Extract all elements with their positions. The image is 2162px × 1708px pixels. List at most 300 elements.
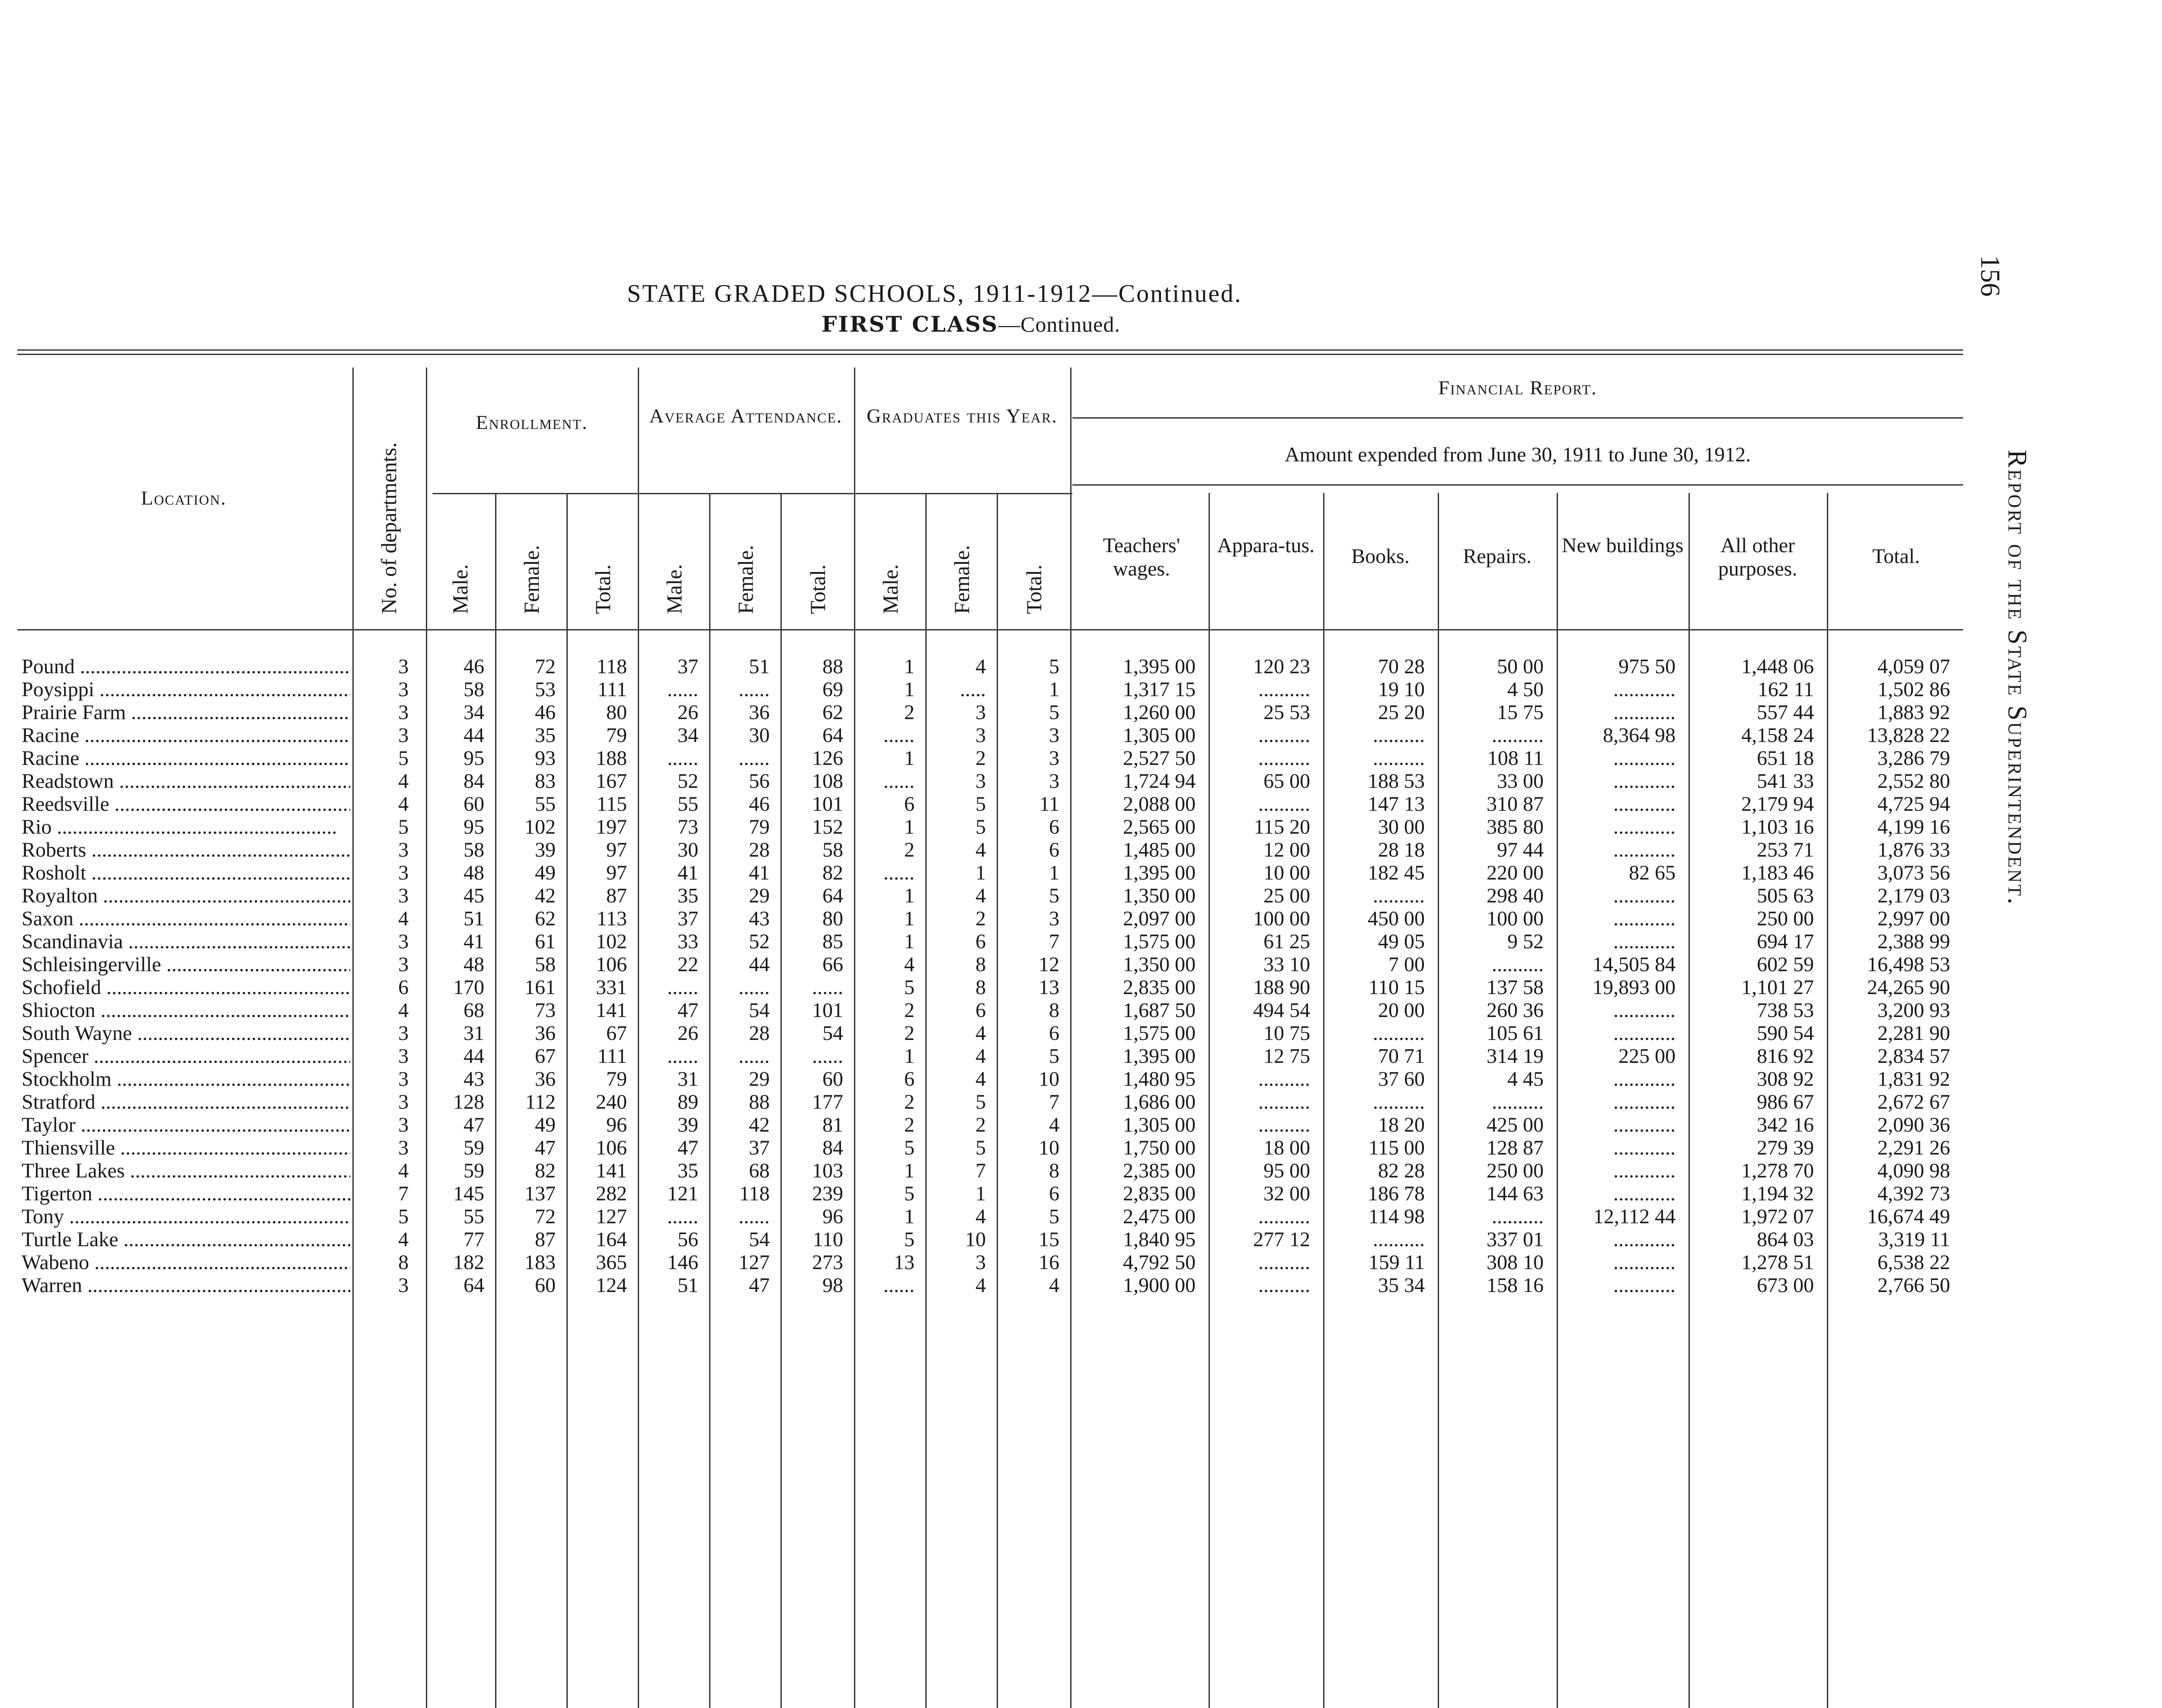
cell-af: 46 bbox=[749, 793, 770, 816]
cell-ap: 61 25 bbox=[1263, 930, 1310, 953]
cell-at: 152 bbox=[812, 816, 843, 838]
cell-dept: 3 bbox=[398, 1091, 409, 1113]
cell-bk: 28 18 bbox=[1378, 838, 1425, 861]
cell-ef: 60 bbox=[535, 1274, 556, 1297]
cell-rp: 15 75 bbox=[1497, 701, 1544, 724]
cell-gm: 13 bbox=[894, 1251, 915, 1274]
table-row bbox=[17, 1068, 1963, 1091]
cell-gf: 1 bbox=[975, 1182, 986, 1205]
cell-ef: 49 bbox=[535, 1113, 556, 1136]
cell-gf: 5 bbox=[975, 1136, 986, 1159]
cell-ap: .......... bbox=[1258, 678, 1310, 701]
cell-location: Schofield ..... bbox=[22, 976, 350, 999]
header-grad-total: Total. bbox=[1022, 564, 1046, 614]
cell-em: 47 bbox=[464, 1113, 484, 1136]
cell-em: 59 bbox=[464, 1136, 484, 1159]
cell-af: 52 bbox=[749, 930, 770, 953]
cell-af: 47 bbox=[749, 1274, 770, 1297]
cell-location: Scandinavia ..... bbox=[22, 930, 350, 953]
cell-af: ...... bbox=[739, 747, 770, 770]
cell-gf: 4 bbox=[975, 1205, 986, 1228]
table-row bbox=[17, 976, 1963, 999]
cell-ao: 694 17 bbox=[1757, 930, 1814, 953]
header-departments: No. of departments. bbox=[377, 442, 401, 614]
cell-dept: 3 bbox=[398, 1113, 409, 1136]
cell-nb: ............ bbox=[1613, 747, 1676, 770]
cell-nb: ............ bbox=[1613, 1274, 1676, 1297]
cell-tw: 1,575 00 bbox=[1123, 1022, 1196, 1045]
cell-am: ...... bbox=[667, 747, 698, 770]
cell-gm: 1 bbox=[904, 655, 915, 678]
cell-gm: ...... bbox=[883, 861, 915, 884]
cell-at: 60 bbox=[822, 1068, 843, 1091]
table-row bbox=[17, 1091, 1963, 1113]
cell-ao: 162 11 bbox=[1757, 678, 1814, 701]
cell-location: Schleisingerville ..... bbox=[22, 953, 350, 976]
cell-dept: 3 bbox=[398, 884, 409, 907]
cell-af: 44 bbox=[749, 953, 770, 976]
cell-em: 95 bbox=[464, 747, 484, 770]
cell-gm: 1 bbox=[904, 816, 915, 838]
cell-af: 88 bbox=[749, 1091, 770, 1113]
cell-tw: 1,485 00 bbox=[1123, 838, 1196, 861]
cell-bk: .......... bbox=[1373, 1228, 1425, 1251]
cell-am: 73 bbox=[678, 816, 698, 838]
cell-location: Three Lakes ..... bbox=[22, 1159, 350, 1182]
cell-gt: 5 bbox=[1049, 884, 1059, 907]
cell-nb: ............ bbox=[1613, 701, 1676, 724]
cell-ao: 1,972 07 bbox=[1741, 1205, 1814, 1228]
cell-at: 88 bbox=[822, 655, 843, 678]
cell-at: 64 bbox=[822, 884, 843, 907]
cell-et: 282 bbox=[596, 1182, 627, 1205]
cell-location: Warren ..... bbox=[22, 1274, 350, 1297]
cell-gt: 8 bbox=[1049, 1159, 1059, 1182]
cell-tw: 1,305 00 bbox=[1123, 724, 1196, 747]
cell-location: Racine ..... bbox=[22, 724, 350, 747]
cell-ef: 36 bbox=[535, 1022, 556, 1045]
cell-ao: 279 39 bbox=[1757, 1136, 1814, 1159]
cell-at: 84 bbox=[822, 1136, 843, 1159]
cell-nb: ............ bbox=[1613, 1091, 1676, 1113]
cell-dept: 3 bbox=[398, 1274, 409, 1297]
cell-gm: 1 bbox=[904, 1045, 915, 1068]
cell-at: 62 bbox=[822, 701, 843, 724]
cell-gm: 5 bbox=[904, 1182, 915, 1205]
cell-nb: ............ bbox=[1613, 907, 1676, 930]
table-row bbox=[17, 1182, 1963, 1205]
cell-tw: 1,260 00 bbox=[1123, 701, 1196, 724]
table-row bbox=[17, 1113, 1963, 1136]
table-row bbox=[17, 953, 1963, 976]
cell-nb: ............ bbox=[1613, 816, 1676, 838]
cell-ao: 1,194 32 bbox=[1741, 1182, 1814, 1205]
cell-ao: 253 71 bbox=[1757, 838, 1814, 861]
cell-et: 188 bbox=[596, 747, 627, 770]
cell-gm: 5 bbox=[904, 1228, 915, 1251]
cell-rp: 385 80 bbox=[1487, 816, 1544, 838]
cell-tot: 3,286 79 bbox=[1877, 747, 1950, 770]
cell-nb: ............ bbox=[1613, 678, 1676, 701]
cell-et: 141 bbox=[596, 999, 627, 1022]
cell-ap: 10 00 bbox=[1263, 861, 1310, 884]
cell-at: 103 bbox=[812, 1159, 843, 1182]
cell-at: 58 bbox=[822, 838, 843, 861]
cell-tw: 1,900 00 bbox=[1123, 1274, 1196, 1297]
cell-gm: 2 bbox=[904, 1022, 915, 1045]
cell-gf: 6 bbox=[975, 930, 986, 953]
cell-tw: 2,088 00 bbox=[1123, 793, 1196, 816]
cell-af: 41 bbox=[749, 861, 770, 884]
cell-gm: ...... bbox=[883, 724, 915, 747]
cell-dept: 4 bbox=[398, 907, 409, 930]
cell-nb: ............ bbox=[1613, 1251, 1676, 1274]
cell-em: 34 bbox=[464, 701, 484, 724]
header-enroll-total: Total. bbox=[591, 564, 615, 614]
cell-af: 29 bbox=[749, 884, 770, 907]
cell-am: 26 bbox=[678, 701, 698, 724]
cell-am: 47 bbox=[678, 999, 698, 1022]
cell-ao: 308 92 bbox=[1757, 1068, 1814, 1091]
cell-ap: 18 00 bbox=[1263, 1136, 1310, 1159]
cell-ap: 12 00 bbox=[1263, 838, 1310, 861]
cell-nb: ............ bbox=[1613, 1182, 1676, 1205]
cell-em: 77 bbox=[464, 1228, 484, 1251]
cell-ao: 673 00 bbox=[1757, 1274, 1814, 1297]
cell-ef: 42 bbox=[535, 884, 556, 907]
cell-location: Spencer ..... bbox=[22, 1045, 350, 1068]
cell-tw: 1,395 00 bbox=[1123, 655, 1196, 678]
cell-am: ...... bbox=[667, 1045, 698, 1068]
cell-ap: 12 75 bbox=[1263, 1045, 1310, 1068]
table-row bbox=[17, 701, 1963, 724]
table-row bbox=[17, 747, 1963, 770]
cell-location: Prairie Farm ..... bbox=[22, 701, 350, 724]
cell-location: Thiensville ..... bbox=[22, 1136, 350, 1159]
cell-gm: 2 bbox=[904, 701, 915, 724]
cell-bk: 115 00 bbox=[1368, 1136, 1425, 1159]
cell-rp: 158 16 bbox=[1487, 1274, 1544, 1297]
cell-et: 113 bbox=[596, 907, 627, 930]
cell-tot: 2,179 03 bbox=[1877, 884, 1950, 907]
cell-ef: 183 bbox=[525, 1251, 556, 1274]
cell-dept: 3 bbox=[398, 1045, 409, 1068]
cell-gt: 1 bbox=[1049, 861, 1059, 884]
cell-ap: .......... bbox=[1258, 1205, 1310, 1228]
header-grad-female: Female. bbox=[950, 545, 974, 614]
header-attend-male: Male. bbox=[662, 564, 686, 614]
cell-nb: ............ bbox=[1613, 1022, 1676, 1045]
cell-ao: 250 00 bbox=[1757, 907, 1814, 930]
cell-gm: 5 bbox=[904, 976, 915, 999]
cell-am: 35 bbox=[678, 884, 698, 907]
cell-gf: 3 bbox=[975, 701, 986, 724]
cell-rp: 144 63 bbox=[1487, 1182, 1544, 1205]
cell-rp: 250 00 bbox=[1487, 1159, 1544, 1182]
cell-bk: .......... bbox=[1373, 1091, 1425, 1113]
cell-rp: 97 44 bbox=[1497, 838, 1544, 861]
cell-bk: .......... bbox=[1373, 884, 1425, 907]
table-row bbox=[17, 816, 1963, 838]
subtitle-class: FIRST CLASS bbox=[822, 311, 999, 337]
cell-gm: 6 bbox=[904, 793, 915, 816]
table-row bbox=[17, 861, 1963, 884]
cell-at: ...... bbox=[812, 1045, 843, 1068]
cell-gm: 2 bbox=[904, 1113, 915, 1136]
cell-ef: 61 bbox=[535, 930, 556, 953]
cell-ao: 557 44 bbox=[1757, 701, 1814, 724]
cell-location: Rosholt ..... bbox=[22, 861, 350, 884]
cell-tw: 2,835 00 bbox=[1123, 1182, 1196, 1205]
cell-gm: 6 bbox=[904, 1068, 915, 1091]
cell-gt: 4 bbox=[1049, 1274, 1059, 1297]
cell-em: 59 bbox=[464, 1159, 484, 1182]
cell-tw: 1,350 00 bbox=[1123, 884, 1196, 907]
cell-tot: 2,552 80 bbox=[1877, 770, 1950, 793]
cell-at: 81 bbox=[822, 1113, 843, 1136]
header-fin-total: Total. bbox=[1872, 545, 1920, 568]
cell-gf: 5 bbox=[975, 1091, 986, 1113]
cell-af: 28 bbox=[749, 1022, 770, 1045]
cell-gt: 6 bbox=[1049, 1022, 1059, 1045]
cell-em: 60 bbox=[464, 793, 484, 816]
cell-at: 54 bbox=[822, 1022, 843, 1045]
cell-af: 68 bbox=[749, 1159, 770, 1182]
cell-location: Racine ..... bbox=[22, 747, 350, 770]
cell-ef: 73 bbox=[535, 999, 556, 1022]
cell-ap: 33 10 bbox=[1263, 953, 1310, 976]
cell-af: 43 bbox=[749, 907, 770, 930]
table-row bbox=[17, 793, 1963, 816]
cell-ao: 342 16 bbox=[1757, 1113, 1814, 1136]
cell-gt: 5 bbox=[1049, 655, 1059, 678]
cell-ao: 4,158 24 bbox=[1741, 724, 1814, 747]
cell-gf: 3 bbox=[975, 770, 986, 793]
cell-gm: 5 bbox=[904, 1136, 915, 1159]
header-repairs: Repairs. bbox=[1463, 545, 1532, 568]
cell-gf: 7 bbox=[975, 1159, 986, 1182]
cell-gm: ...... bbox=[883, 1274, 915, 1297]
cell-af: 54 bbox=[749, 999, 770, 1022]
cell-gm: 1 bbox=[904, 930, 915, 953]
financial-rule bbox=[1072, 417, 1963, 419]
cell-at: 126 bbox=[812, 747, 843, 770]
header-average-attendance: Average Attendance. bbox=[649, 405, 843, 427]
cell-nb: 82 65 bbox=[1629, 861, 1676, 884]
cell-ef: 112 bbox=[525, 1091, 556, 1113]
table-row bbox=[17, 1045, 1963, 1068]
cell-am: 41 bbox=[678, 861, 698, 884]
cell-location: Rio ..... bbox=[22, 816, 350, 838]
cell-gm: 2 bbox=[904, 1091, 915, 1113]
cell-et: 111 bbox=[597, 1045, 627, 1068]
cell-tot: 2,834 57 bbox=[1877, 1045, 1950, 1068]
cell-gt: 5 bbox=[1049, 1205, 1059, 1228]
cell-gt: 1 bbox=[1049, 678, 1059, 701]
table-row bbox=[17, 678, 1963, 701]
cell-gt: 3 bbox=[1049, 724, 1059, 747]
cell-dept: 3 bbox=[398, 1068, 409, 1091]
amount-rule bbox=[1072, 484, 1963, 486]
cell-gf: 4 bbox=[975, 1274, 986, 1297]
cell-tot: 4,199 16 bbox=[1877, 816, 1950, 838]
cell-dept: 4 bbox=[398, 1159, 409, 1182]
cell-dept: 5 bbox=[398, 1205, 409, 1228]
cell-em: 44 bbox=[464, 724, 484, 747]
cell-dept: 5 bbox=[398, 747, 409, 770]
cell-et: 115 bbox=[596, 793, 627, 816]
cell-gf: 6 bbox=[975, 999, 986, 1022]
cell-at: 96 bbox=[822, 1205, 843, 1228]
cell-tot: 3,319 11 bbox=[1878, 1228, 1950, 1251]
cell-af: ...... bbox=[739, 678, 770, 701]
cell-rp: 298 40 bbox=[1487, 884, 1544, 907]
cell-ap: 188 90 bbox=[1253, 976, 1310, 999]
cell-tw: 1,575 00 bbox=[1123, 930, 1196, 953]
header-books: Books. bbox=[1351, 545, 1410, 568]
cell-et: 97 bbox=[606, 861, 627, 884]
cell-bk: 19 10 bbox=[1378, 678, 1425, 701]
cell-af: 42 bbox=[749, 1113, 770, 1136]
cell-gf: 4 bbox=[975, 1022, 986, 1045]
cell-bk: 37 60 bbox=[1378, 1068, 1425, 1091]
top-rule bbox=[17, 349, 1963, 351]
cell-et: 80 bbox=[606, 701, 627, 724]
cell-bk: 7 00 bbox=[1388, 953, 1425, 976]
header-amount-expended: Amount expended from June 30, 1911 to June 30, 1912. bbox=[1284, 443, 1751, 466]
header-enroll-male: Male. bbox=[448, 564, 472, 614]
cell-ap: 115 20 bbox=[1254, 816, 1310, 838]
cell-gf: 4 bbox=[975, 1045, 986, 1068]
page-title: STATE GRADED SCHOOLS, 1911-1912—Continued. bbox=[627, 279, 1242, 307]
cell-location: Turtle Lake ..... bbox=[22, 1228, 350, 1251]
cell-ap: 277 12 bbox=[1253, 1228, 1310, 1251]
cell-rp: .......... bbox=[1492, 953, 1544, 976]
cell-ef: 72 bbox=[535, 1205, 556, 1228]
cell-at: 82 bbox=[822, 861, 843, 884]
cell-am: 22 bbox=[678, 953, 698, 976]
cell-gt: 13 bbox=[1039, 976, 1059, 999]
cell-at: 273 bbox=[812, 1251, 843, 1274]
cell-tw: 1,840 95 bbox=[1123, 1228, 1196, 1251]
cell-nb: 14,505 84 bbox=[1593, 953, 1676, 976]
cell-nb: 225 00 bbox=[1618, 1045, 1676, 1068]
cell-ap: 32 00 bbox=[1263, 1182, 1310, 1205]
cell-dept: 3 bbox=[398, 861, 409, 884]
cell-ef: 55 bbox=[535, 793, 556, 816]
cell-tot: 16,674 49 bbox=[1867, 1205, 1950, 1228]
cell-ef: 137 bbox=[525, 1182, 556, 1205]
cell-ap: .......... bbox=[1258, 1068, 1310, 1091]
cell-at: 66 bbox=[822, 953, 843, 976]
cell-ao: 651 18 bbox=[1757, 747, 1814, 770]
cell-dept: 4 bbox=[398, 999, 409, 1022]
cell-location: South Wayne ..... bbox=[22, 1022, 350, 1045]
cell-rp: 260 36 bbox=[1487, 999, 1544, 1022]
cell-tw: 1,686 00 bbox=[1123, 1091, 1196, 1113]
cell-at: 101 bbox=[812, 793, 843, 816]
cell-at: ...... bbox=[812, 976, 843, 999]
cell-nb: ............ bbox=[1613, 930, 1676, 953]
cell-nb: 975 50 bbox=[1618, 655, 1676, 678]
header-grad-male: Male. bbox=[878, 564, 902, 614]
cell-af: 56 bbox=[749, 770, 770, 793]
cell-em: 58 bbox=[464, 678, 484, 701]
cell-bk: 18 20 bbox=[1378, 1113, 1425, 1136]
cell-em: 58 bbox=[464, 838, 484, 861]
cell-ef: 82 bbox=[535, 1159, 556, 1182]
cell-at: 177 bbox=[812, 1091, 843, 1113]
cell-em: 64 bbox=[464, 1274, 484, 1297]
top-rule-double bbox=[17, 354, 1963, 355]
cell-af: 36 bbox=[749, 701, 770, 724]
cell-bk: 70 28 bbox=[1378, 655, 1425, 678]
cell-ap: .......... bbox=[1258, 1251, 1310, 1274]
cell-location: Tony ..... bbox=[22, 1205, 350, 1228]
cell-gf: ..... bbox=[960, 678, 986, 701]
cell-tw: 1,317 15 bbox=[1123, 678, 1196, 701]
cell-gt: 15 bbox=[1039, 1228, 1059, 1251]
cell-rp: .......... bbox=[1492, 1091, 1544, 1113]
cell-gm: 2 bbox=[904, 838, 915, 861]
header-attend-total: Total. bbox=[806, 564, 830, 614]
cell-ao: 505 63 bbox=[1757, 884, 1814, 907]
cell-nb: 19,893 00 bbox=[1593, 976, 1676, 999]
cell-rp: .......... bbox=[1492, 724, 1544, 747]
cell-ap: .......... bbox=[1258, 1274, 1310, 1297]
cell-tot: 3,073 56 bbox=[1877, 861, 1950, 884]
cell-af: 118 bbox=[739, 1182, 770, 1205]
cell-nb: ............ bbox=[1613, 838, 1676, 861]
cell-tot: 1,876 33 bbox=[1877, 838, 1950, 861]
cell-tot: 2,672 67 bbox=[1877, 1091, 1950, 1113]
cell-dept: 3 bbox=[398, 1022, 409, 1045]
cell-tot: 24,265 90 bbox=[1867, 976, 1950, 999]
cell-rp: .......... bbox=[1492, 1205, 1544, 1228]
cell-rp: 220 00 bbox=[1487, 861, 1544, 884]
cell-rp: 4 50 bbox=[1507, 678, 1544, 701]
cell-rp: 4 45 bbox=[1507, 1068, 1544, 1091]
cell-ef: 161 bbox=[525, 976, 556, 999]
cell-gf: 3 bbox=[975, 1251, 986, 1274]
cell-em: 48 bbox=[464, 861, 484, 884]
header-enrollment: Enrollment. bbox=[476, 411, 588, 433]
cell-tot: 1,502 86 bbox=[1877, 678, 1950, 701]
cell-am: 121 bbox=[667, 1182, 698, 1205]
cell-dept: 3 bbox=[398, 701, 409, 724]
cell-gt: 3 bbox=[1049, 747, 1059, 770]
cell-bk: 114 98 bbox=[1368, 1205, 1425, 1228]
cell-ap: 65 00 bbox=[1263, 770, 1310, 793]
table-row bbox=[17, 1022, 1963, 1045]
cell-af: 28 bbox=[749, 838, 770, 861]
cell-af: 37 bbox=[749, 1136, 770, 1159]
cell-gf: 4 bbox=[975, 1068, 986, 1091]
cell-am: 37 bbox=[678, 907, 698, 930]
subheader-rule bbox=[432, 493, 1072, 494]
cell-ao: 541 33 bbox=[1757, 770, 1814, 793]
cell-am: 30 bbox=[678, 838, 698, 861]
cell-tot: 3,200 93 bbox=[1877, 999, 1950, 1022]
cell-am: ...... bbox=[667, 678, 698, 701]
cell-ef: 49 bbox=[535, 861, 556, 884]
cell-bk: 188 53 bbox=[1368, 770, 1425, 793]
cell-et: 124 bbox=[596, 1274, 627, 1297]
cell-ef: 87 bbox=[535, 1228, 556, 1251]
cell-bk: 70 71 bbox=[1378, 1045, 1425, 1068]
cell-tot: 2,997 00 bbox=[1877, 907, 1950, 930]
cell-gt: 6 bbox=[1049, 1182, 1059, 1205]
